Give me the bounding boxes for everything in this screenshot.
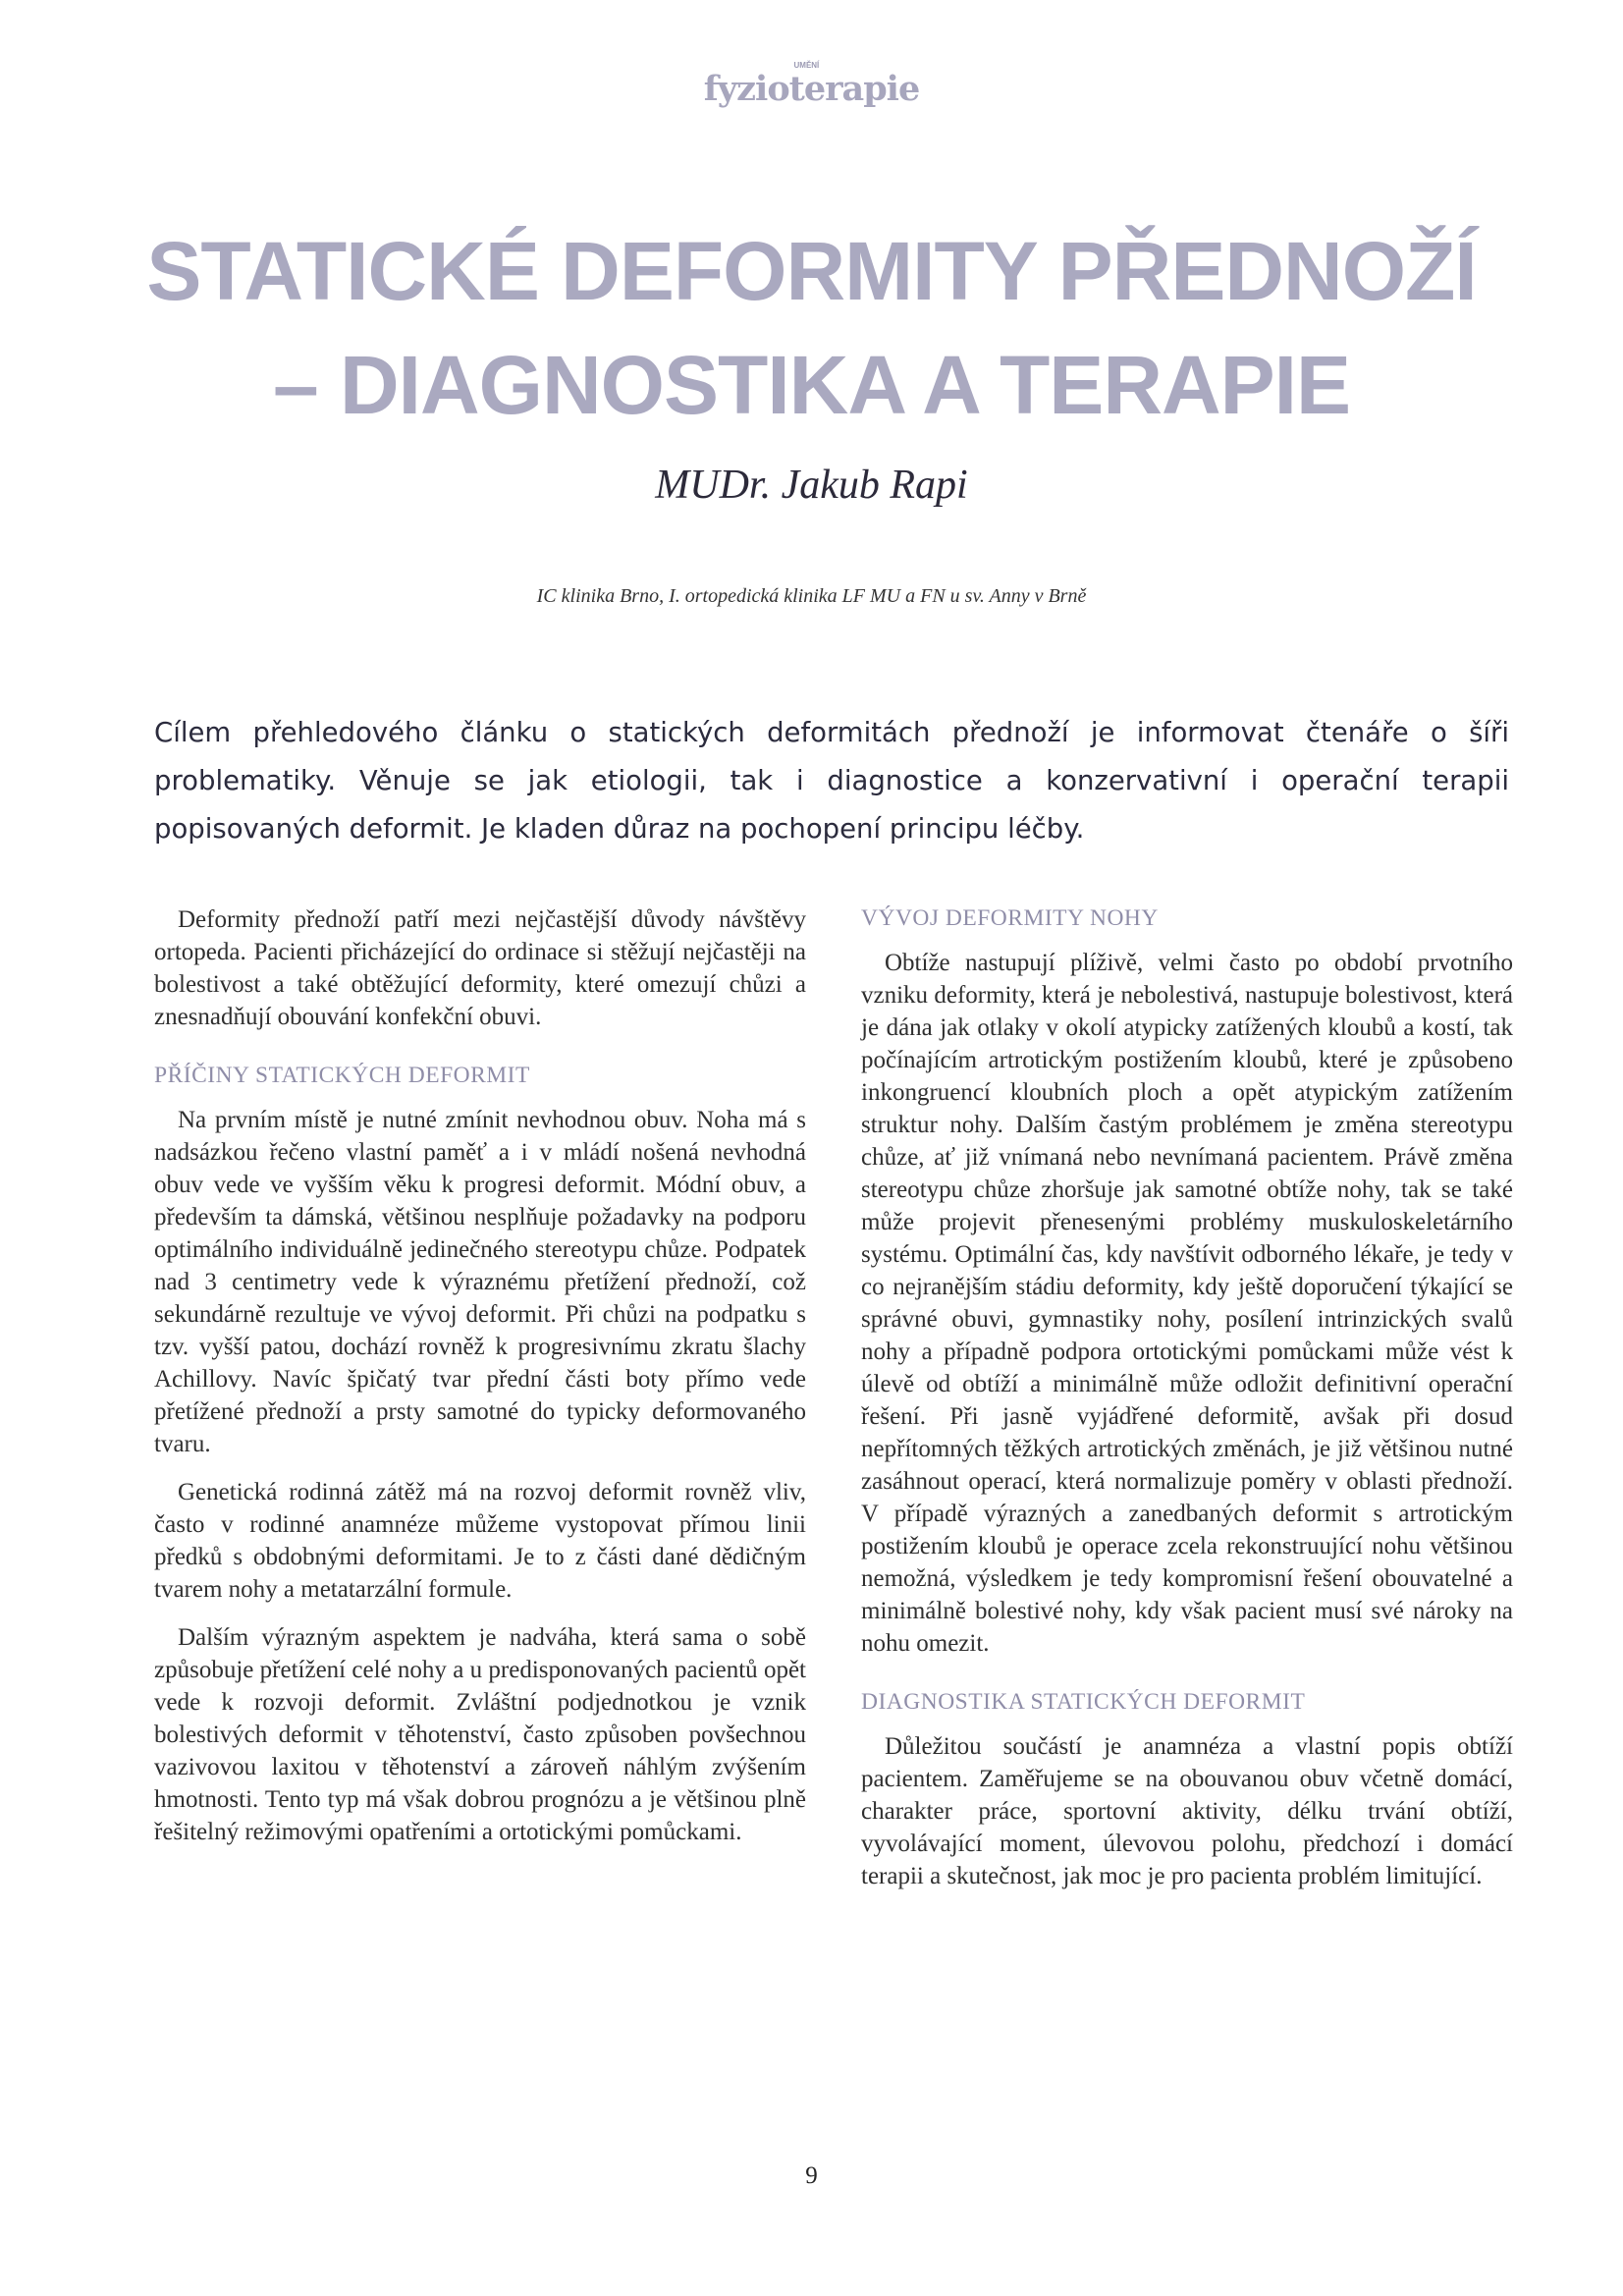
section-heading-development: VÝVOJ DEFORMITY NOHY	[861, 905, 1159, 931]
article-title	[137, 214, 1486, 442]
development-paragraph: Obtíže nastupují plíživě, velmi často po období prvotního vzniku deformity, která je nebolestivá, nastupuje bolestivost, která je dána jak otlaky v okolí atypicky zatížených kloubů a kostí, tak počínajícím artrotickým postižením kloubů, které je způsobeno inkongruencí kloubních ploch a opět atypickým zatížením struktur nohy. Dalším častým problémem je změna stereotypu chůze, ať již vnímaná nebo nevnímaná pacientem. Právě změna stereotypu chůze zhoršuje jak samotné obtíže nohy, tak se také může projevit přenesenými problémy muskuloskeletárního systému. Optimální čas, kdy navštívit odborného lékaře, je tedy v co nejranějším stádiu deformity, kdy ještě doporučení týkající se správné obuvi, gymnastiky nohy, posílení intrinzických svalů nohy a případně podpora ortotickými pomůckami může vést k úlevě od obtíží a minimálně může odložit definitivní operační řešení. Při jasně vyjádřené deformitě, avšak při dosud nepřítomných těžkých artrotických změnách, je již většinou nutné zasáhnout operací, která normalizuje poměry v oblasti přednoží. V případě výrazných a zanedbaných deformit s artrotickým postižením kloubů je operace zcela rekonstruující nohu většinou nemožná, výsledkem je tedy kompromisní řešení obouvatelné a minimálně bolestivé nohy, kdy však pacient musí své nároky na nohu omezit.	[861, 950, 1513, 1657]
causes-paragraph-2: Genetická rodinná zátěž má na rozvoj deformit rovněž vliv, často v rodinné anamnéze můžeme vystopovat přímou linii předků s obdobnými deformitami. Je to z části dané dědičným tvarem nohy a metatarzální formule.	[154, 1479, 806, 1603]
masthead-logo-text: fyzioterapie	[703, 69, 920, 109]
title-line-2: – DIAGNOSTIKA A TERAPIE	[272, 339, 1351, 431]
section-heading-diagnostics: DIAGNOSTIKA STATICKÝCH DEFORMIT	[861, 1689, 1306, 1715]
causes-paragraph-3: Dalším výrazným aspektem je nadváha, která sama o sobě způsobuje přetížení celé nohy a u predisponovaných pacientů opět vede k rozvoji deformit. Zvláštní podjednotkou je vznik bolestivých deformit v těhotenství, často způsoben povšechnou vazivovou laxitou v těhotenství a zároveň náhlým zvýšením hmotnosti. Tento typ má však dobrou prognózu a je většinou plně řešitelný režimovými opatřeními a ortotickými pomůckami.	[154, 1624, 806, 1845]
author-affiliation: IC klinika Brno, I. ortopedická klinika LF MU a FN u sv. Anny v Brně	[536, 585, 1087, 607]
title-line-1: STATICKÉ DEFORMITY PŘEDNOŽÍ	[146, 225, 1477, 317]
masthead-kicker: UMĚNÍ	[793, 61, 820, 70]
diagnostics-paragraph: Důležitou součástí je anamnéza a vlastní popis obtíží pacientem. Zaměřujeme se na obouvanou obuv včetně domácí, charakter práce, sportovní aktivity, délku trvání obtíží, vyvolávající moment, úlevovou polohu, předchozí i domácí terapii a skutečnost, jak moc je pro pacienta problém limitující.	[861, 1733, 1513, 1889]
causes-paragraph-1: Na prvním místě je nutné zmínit nevhodnou obuv. Noha má s nadsázkou řečeno vlastní paměť a i v mládí nošená nevhodná obuv vede ve vyšším věku k progresi deformit. Módní obuv, a především ta dámská, většinou nesplňuje požadavky na podporu optimálního individuálně jedinečného stereotypu chůze. Podpatek nad 3 centimetry vede k výraznému přetížení přednoží, což sekundárně rezultuje ve vývoj deformit. Při chůzi na podpatku s tzv. vyšší patou, dochází rovněž k progresivnímu zkratu šlachy Achillovy. Navíc špičatý tvar přední části boty přímo vede přetížené přednoží a prsty samotné do typicky deformovaného tvaru.	[154, 1107, 806, 1457]
article-abstract: Cílem přehledového článku o statických deformitách přednoží je informovat čtenáře o šíři problematiky. Věnuje se jak etiologii, tak i diagnostice a konzervativní i operační terapii popisovaných deformit. Je kladen důraz na pochopení principu léčby.	[154, 717, 1509, 845]
author-name: MUDr. Jakub Rapi	[655, 463, 968, 508]
magazine-masthead	[0, 61, 1623, 109]
right-column	[861, 903, 1513, 1908]
page-number: 9	[805, 2162, 818, 2189]
left-column	[154, 903, 806, 1864]
section-heading-causes: PŘÍČINY STATICKÝCH DEFORMIT	[154, 1063, 530, 1088]
intro-paragraph: Deformity přednoží patří mezi nejčastější důvody návštěvy ortopeda. Pacienti přicházející do ordinace si stěžují nejčastěji na bolestivost a také obtěžující deformity, které omezují chůzi a znesnadňují obouvání konfekční obuvi.	[154, 906, 806, 1030]
